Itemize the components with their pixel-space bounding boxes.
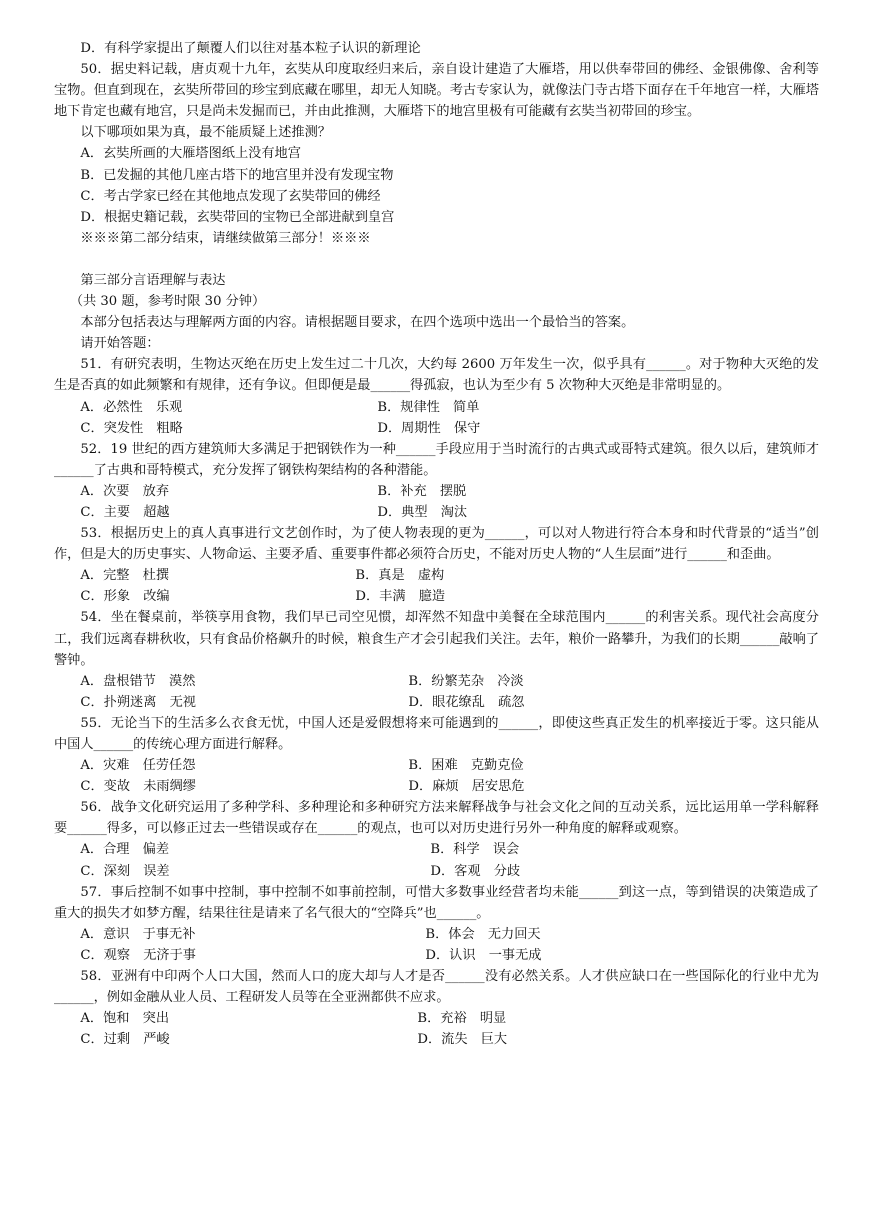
q58-stem: 58．亚洲有中印两个人口大国，然而人口的庞大却与人才是否______没有必然关系。人才供应缺口在一些国际化的行业中尤为______，例如金融从业人员、工程研发人员等在全亚洲都供不应求。 <box>54 969 819 1006</box>
q53-options-row2 <box>54 586 819 607</box>
q51-option-c: C．突发性 粗略 <box>80 420 183 436</box>
q57-option-b: B．体会 无力回天 <box>425 926 541 942</box>
q51-stem: 51．有研究表明，生物达灭绝在历史上发生过二十几次，大约每 2600 万年发生一次，似乎具有______。对于物种大灭绝的发生是否真的如此频繁和有规律，还有争议。但即便是最______得孤寂，也认为至少有 5 次物种大灭绝是非常明显的。 <box>54 357 819 394</box>
part2-end-note: ※※※第二部分结束，请继续做第三部分！※※※ <box>80 230 371 246</box>
q56-options-row1 <box>54 839 819 860</box>
q54-option-d: D．眼花缭乱 疏忽 <box>408 694 525 710</box>
q52-option-c: C．主要 超越 <box>80 504 170 520</box>
q55-options-row2 <box>54 776 819 797</box>
q50-option-b: B．已发掘的其他几座古塔下的地宫里并没有发现宝物 <box>80 167 394 183</box>
part3-intro: 本部分包括表达与理解两方面的内容。请根据题目要求，在四个选项中选出一个最恰当的答案。 <box>80 315 635 331</box>
q50-option-a: A．玄奘所画的大雁塔图纸上没有地宫 <box>80 146 301 162</box>
q54-options-row2 <box>54 692 819 713</box>
part3-start: 请开始答题： <box>80 336 160 352</box>
q56-option-d: D．客观 分歧 <box>430 863 521 879</box>
q57-stem: 57．事后控制不如事中控制，事中控制不如事前控制，可惜大多数事业经营者均未能______到这一点，等到错误的决策造成了重大的损失才如梦方醒，结果往往是请来了名气很大的“空降兵”也______。 <box>54 884 819 921</box>
q51-option-a: A．必然性 乐观 <box>80 399 183 415</box>
q57-options-row2 <box>54 945 819 966</box>
q56-stem: 56．战争文化研究运用了多种学科、多种理论和多种研究方法来解释战争与社会文化之间的互动关系，远比运用单一学科解释要______得多，可以修正过去一些错误或存在______的观点，也可以对历史进行另外一种角度的解释或观察。 <box>54 800 819 837</box>
q51-options-row2 <box>54 418 819 439</box>
q57-options-row1 <box>54 924 819 945</box>
q58-option-c: C．过剩 严峻 <box>80 1032 170 1048</box>
q58-option-a: A．饱和 突出 <box>80 1011 170 1027</box>
q53-option-a: A．完整 杜撰 <box>80 568 170 584</box>
q55-stem: 55．无论当下的生活多么衣食无忧，中国人还是爱假想将来可能遇到的______，即使这些真正发生的机率接近于零。这只能从中国人______的传统心理方面进行解释。 <box>54 715 819 752</box>
spacer <box>54 249 819 270</box>
q55-option-d: D．麻烦 居安思危 <box>408 779 525 795</box>
q57-option-a: A．意识 于事无补 <box>80 926 196 942</box>
q52-option-a: A．次要 放弃 <box>80 483 170 499</box>
q55-option-c: C．变故 未雨绸缪 <box>80 779 196 795</box>
q53-options-row1 <box>54 565 819 586</box>
q53-stem: 53．根据历史上的真人真事进行文艺创作时，为了使人物表现的更为______，可以对人物进行符合本身和时代背景的“适当”创作，但是大的历史事实、人物命运、主要矛盾、重要事件都必须符合历史，不能对历史人物的“人生层面”进行______和歪曲。 <box>54 526 819 563</box>
q58-option-b: B．充裕 明显 <box>417 1011 507 1027</box>
q51-options-row1 <box>54 397 819 418</box>
q56-options-row2 <box>54 861 819 882</box>
q54-option-b: B．纷繁芜杂 冷淡 <box>408 673 524 689</box>
q56-option-b: B．科学 误会 <box>430 842 520 858</box>
q54-stem: 54．坐在餐桌前，举筷享用食物，我们早已司空见惯，却浑然不知盘中美餐在全球范围内______的利害关系。现代社会高度分工，我们远离春耕秋收，只有食品价格飙升的时候，粮食生产才会引起我们关注。去年，粮价一路攀升，为我们的长期______敲响了警钟。 <box>54 610 819 668</box>
q58-options-row2 <box>54 1029 819 1050</box>
q57-option-d: D．认识 一事无成 <box>425 947 542 963</box>
q50-stem: 50．据史料记载，唐贞观十九年，玄奘从印度取经归来后，亲自设计建造了大雁塔，用以供奉带回的佛经、金银佛像、舍利等宝物。但直到现在，玄奘所带回的珍宝到底藏在哪里，却无人知晓。考古专家认为，就像法门寺古塔下面存在千年地宫一样，大雁塔地下肯定也藏有地宫，只是尚未发掘而已，并由此推测，大雁塔下的地宫里极有可能藏有玄奘当初带回的珍宝。 <box>54 62 819 120</box>
q52-option-b: B．补充 摆脱 <box>377 483 467 499</box>
q55-option-b: B．困难 克勤克俭 <box>408 758 524 774</box>
q54-option-a: A．盘根错节 漠然 <box>80 673 196 689</box>
q54-options-row1 <box>54 671 819 692</box>
q58-options-row1 <box>54 1008 819 1029</box>
q58-option-d: D．流失 巨大 <box>417 1032 508 1048</box>
q50-option-c: C．考古学家已经在其他地点发现了玄奘带回的佛经 <box>80 188 381 204</box>
q54-option-c: C．扑朔迷离 无视 <box>80 694 196 710</box>
q49-option-d: D．有科学家提出了颠覆人们以往对基本粒子认识的新理论 <box>80 41 421 56</box>
q52-stem: 52．19 世纪的西方建筑师大多满足于把钢铁作为一种______手段应用于当时流行的古典式或哥特式建筑。很久以后，建筑师才______了古典和哥特模式，充分发挥了钢铁构架结构的各种潜能。 <box>54 441 819 478</box>
part3-title: 第三部分言语理解与表达 <box>80 272 226 288</box>
q53-option-d: D．丰满 臆造 <box>355 589 446 605</box>
q57-option-c: C．观察 无济于事 <box>80 947 196 963</box>
q55-option-a: A．灾难 任劳任怨 <box>80 758 196 774</box>
q56-option-a: A．合理 偏差 <box>80 842 170 858</box>
q50-option-d: D．根据史籍记载，玄奘带回的宝物已全部进献到皇宫 <box>80 209 395 225</box>
q51-option-d: D．周期性 保守 <box>377 420 481 436</box>
q53-option-c: C．形象 改编 <box>80 589 170 605</box>
q52-options-row2 <box>54 502 819 523</box>
q51-option-b: B．规律性 简单 <box>377 399 480 415</box>
q56-option-c: C．深刻 误差 <box>80 863 170 879</box>
q52-option-d: D．典型 淘汰 <box>377 504 468 520</box>
q53-option-b: B．真是 虚构 <box>355 568 445 584</box>
q55-options-row1 <box>54 755 819 776</box>
q50-question: 以下哪项如果为真，最不能质疑上述推测？ <box>80 125 331 141</box>
part3-subtitle: （共 30 题，参考时限 30 分钟） <box>69 294 266 310</box>
q52-options-row1 <box>54 481 819 502</box>
